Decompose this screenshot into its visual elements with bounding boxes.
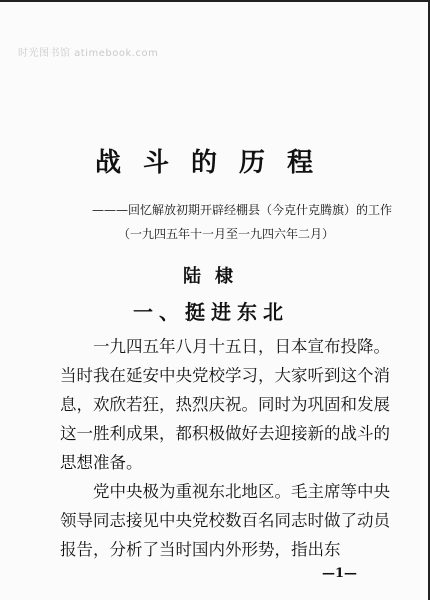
paragraph: 一九四五年八月十五日，日本宣布投降。当时我在延安中央党校学习，大家听到这个消息，欢欣若狂，热烈庆祝。同时为巩固和发展这一胜利成果，都积极做好去迎接新的战斗的思想准备。 bbox=[60, 337, 390, 472]
date-range: （一九四五年十一月至一九四六年二月） bbox=[118, 227, 335, 241]
page-number: —1— bbox=[322, 566, 358, 581]
page-top-border bbox=[0, 0, 430, 2]
author-name: 陆棣 bbox=[183, 266, 247, 287]
section-heading: 一、挺进东北 bbox=[133, 300, 289, 324]
subtitle: ———回忆解放初期开辟经棚县（今克什克腾旗）的工作 bbox=[92, 203, 393, 217]
paragraph: 党中央极为重视东北地区。毛主席等中央领导同志接见中央党校数百名同志时做了动员报告，分析了当时国内外形势，指出东 bbox=[60, 482, 390, 559]
page-title: 战斗的历程 bbox=[94, 148, 335, 178]
watermark: 时光图书馆 atimebook.com bbox=[18, 48, 159, 59]
body-text bbox=[60, 332, 392, 564]
